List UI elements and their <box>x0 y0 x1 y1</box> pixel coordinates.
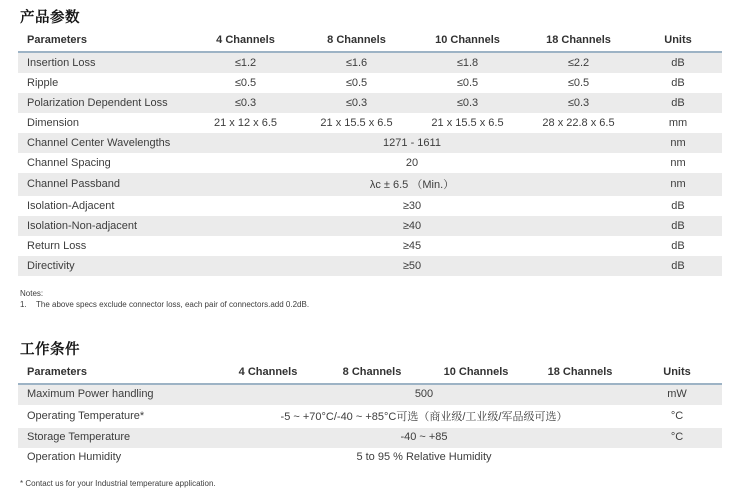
unit-cell: nm <box>670 136 686 149</box>
value-cell: ≤0.3 <box>345 96 368 109</box>
working-conditions-section <box>18 338 722 488</box>
working-conditions-title: 工作条件 <box>20 341 80 358</box>
col-header-4-channels: 4 Channels <box>216 362 320 384</box>
merged-value-cell: 20 <box>405 156 419 169</box>
unit-cell <box>632 448 722 468</box>
table-row <box>18 384 722 405</box>
value-cell: ≤2.2 <box>567 56 590 69</box>
col-header-10-channels: 10 Channels <box>424 362 528 384</box>
table-row <box>18 196 722 216</box>
unit-cell: dB <box>671 199 685 212</box>
merged-value-cell: ≥30 <box>402 199 422 212</box>
table-row <box>18 93 722 113</box>
param-cell: Isolation-Adjacent <box>27 199 115 212</box>
merged-value-cell: 500 <box>414 388 434 401</box>
col-header-parameters: Parameters <box>18 30 190 52</box>
value-cell: ≤1.2 <box>234 56 257 69</box>
col-header-4-channels: 4 Channels <box>190 30 301 52</box>
param-cell: Dimension <box>27 116 79 129</box>
product-parameters-table <box>18 30 722 276</box>
value-cell: 28 x 22.8 x 6.5 <box>542 116 615 129</box>
table-row <box>18 113 722 133</box>
merged-value-cell: 1271 - 1611 <box>383 136 441 149</box>
table-row <box>18 216 722 236</box>
table-row <box>18 448 722 468</box>
param-cell: Directivity <box>27 259 75 272</box>
note-number: 1. <box>20 299 27 309</box>
col-header-10-channels: 10 Channels <box>412 30 523 52</box>
unit-cell: dB <box>671 219 685 232</box>
value-cell: ≤0.5 <box>234 76 257 89</box>
value-cell: ≤0.3 <box>567 96 590 109</box>
unit-cell: dB <box>671 96 685 109</box>
param-cell: Insertion Loss <box>27 56 96 69</box>
working-conditions-table <box>18 362 722 468</box>
param-cell: Storage Temperature <box>27 431 131 444</box>
col-header-8-channels: 8 Channels <box>320 362 424 384</box>
table-row <box>18 256 722 276</box>
table-row <box>18 52 722 73</box>
unit-cell: °C <box>670 409 684 422</box>
unit-cell: mm <box>668 116 688 129</box>
product-parameters-section <box>18 6 722 311</box>
param-cell: Ripple <box>27 76 59 89</box>
table-row <box>18 405 722 428</box>
value-cell: 21 x 15.5 x 6.5 <box>431 116 504 129</box>
unit-cell: dB <box>671 259 685 272</box>
table-row <box>18 173 722 196</box>
value-cell: ≤1.8 <box>456 56 479 69</box>
param-cell: Return Loss <box>27 239 87 252</box>
unit-cell: nm <box>670 178 686 190</box>
param-cell: Isolation-Non-adjacent <box>27 219 138 232</box>
value-cell: 21 x 12 x 6.5 <box>214 116 277 129</box>
param-cell: Operating Temperature* <box>27 409 145 422</box>
value-cell: ≤0.5 <box>345 76 368 89</box>
merged-value-cell: -5 ~ +70°C/-40 ~ +85°C可选（商业级/工业级/军品级可选） <box>280 410 568 423</box>
note-item <box>20 300 722 311</box>
table-header-row <box>18 30 722 52</box>
notes-label: Notes: <box>20 289 44 298</box>
value-cell: ≤0.3 <box>234 96 257 109</box>
merged-value-cell: -40 ~ +85 <box>400 431 448 444</box>
notes-block <box>20 289 722 311</box>
table-row <box>18 133 722 153</box>
param-cell: Polarization Dependent Loss <box>27 96 168 109</box>
merged-value-cell: ≥40 <box>402 219 422 232</box>
table-row <box>18 236 722 256</box>
param-cell: Channel Center Wavelengths <box>27 136 171 149</box>
value-cell: ≤0.5 <box>567 76 590 89</box>
param-cell: Channel Spacing <box>27 156 111 169</box>
col-header-units: Units <box>634 30 722 52</box>
value-cell: 21 x 15.5 x 6.5 <box>320 116 393 129</box>
param-cell: Operation Humidity <box>27 451 122 464</box>
table-row <box>18 153 722 173</box>
value-cell: ≤0.5 <box>456 76 479 89</box>
unit-cell: dB <box>671 239 685 252</box>
unit-cell: °C <box>670 431 684 444</box>
col-header-18-channels: 18 Channels <box>523 30 634 52</box>
col-header-units: Units <box>632 362 722 384</box>
unit-cell: dB <box>671 76 685 89</box>
unit-cell: mW <box>667 388 687 401</box>
table-header-row <box>18 362 722 384</box>
param-cell: Maximum Power handling <box>27 388 154 401</box>
product-parameters-title: 产品参数 <box>20 10 80 26</box>
merged-value-cell: λc ± 6.5 （Min.） <box>369 179 455 191</box>
value-cell: ≤1.6 <box>345 56 368 69</box>
merged-value-cell: ≥50 <box>402 259 422 272</box>
merged-value-cell: 5 to 95 % Relative Humidity <box>356 451 492 464</box>
table-row <box>18 73 722 93</box>
note-text: The above specs exclude connector loss, each pair of connectors.add 0.2dB. <box>36 299 310 309</box>
col-header-18-channels: 18 Channels <box>528 362 632 384</box>
unit-cell: dB <box>671 56 685 69</box>
col-header-parameters: Parameters <box>18 362 216 384</box>
temperature-footnote: * Contact us for your Industrial temperature application. <box>20 478 216 488</box>
value-cell: ≤0.3 <box>456 96 479 109</box>
col-header-8-channels: 8 Channels <box>301 30 412 52</box>
merged-value-cell: ≥45 <box>402 239 422 252</box>
unit-cell: nm <box>670 156 686 169</box>
param-cell: Channel Passband <box>27 178 120 190</box>
table-row <box>18 428 722 448</box>
